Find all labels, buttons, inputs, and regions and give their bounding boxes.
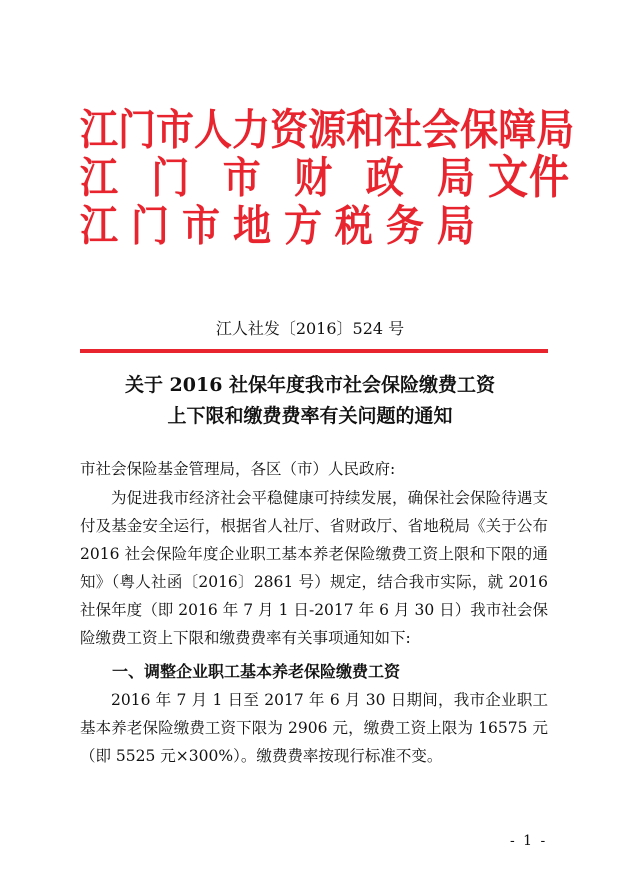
agency-char: 门 — [151, 153, 190, 203]
red-divider-line — [80, 349, 548, 353]
agency-char: 市 — [156, 105, 195, 155]
agency-char: 保 — [460, 105, 499, 155]
agency-char: 力 — [232, 105, 271, 155]
agency-char: 局 — [536, 105, 575, 155]
agency-char: 人 — [194, 105, 233, 155]
agency-char: 社 — [384, 105, 423, 155]
agency-line-finance — [80, 153, 475, 202]
agency-char: 门 — [130, 201, 169, 251]
notice-title-line-1: 关于 2016 社保年度我市社会保险缴费工资 — [124, 374, 496, 396]
agency-char: 江 — [80, 153, 119, 203]
agency-char: 市 — [222, 153, 261, 203]
agency-char: 障 — [498, 105, 537, 155]
agency-line-hrss — [80, 105, 575, 155]
agency-line-tax — [80, 201, 475, 250]
agency-char: 地 — [232, 201, 271, 251]
agency-char: 江 — [80, 105, 119, 155]
agency-char: 江 — [80, 201, 119, 251]
document-suffix: 文件 — [488, 151, 570, 205]
agency-char: 门 — [118, 105, 157, 155]
salutation: 市社会保险基金管理局，各区（市）人民政府: — [80, 460, 396, 478]
agency-char: 会 — [422, 105, 461, 155]
document-number: 江人社发〔2016〕524 号 — [215, 319, 405, 338]
agency-char: 市 — [181, 201, 220, 251]
section-heading-1: 一、调整企业职工基本养老保险缴费工资 — [112, 662, 401, 681]
agency-char: 税 — [334, 201, 373, 251]
agency-char: 和 — [346, 105, 385, 155]
agency-char: 局 — [436, 201, 475, 251]
agency-char: 方 — [283, 201, 322, 251]
agency-char: 局 — [436, 153, 475, 203]
body-paragraph-2 — [80, 686, 548, 770]
agency-char: 资 — [270, 105, 309, 155]
notice-title-line-2: 上下限和缴费费率有关问题的通知 — [167, 405, 453, 427]
paragraph-2-text: 2016 年 7 月 1 日至 2017 年 6 月 30 日期间，我市企业职工基本养老保险缴费工资下限为 2906 元，缴费工资上限为 16575 元（即 5525 元×300%）。缴费费率按现行标准不变。 — [80, 691, 548, 765]
paragraph-1-text: 为促进我市经济社会平稳健康可持续发展，确保社会保险待遇支付及基金安全运行，根据省人社厅、省财政厅、省地税局《关于公布 2016 社会保险年度企业职工基本养老保险缴费工资上限和下限的通知》（粤人社函〔2016〕2861 号）规定，结合我市实际，就 2016 社保年度（即 2016 年 7 月 1 日-2017 年 6 月 30 日）我市社会保险缴费工资上下限和缴费费率有关事项通知如下: — [80, 489, 548, 647]
agency-char: 务 — [385, 201, 424, 251]
body-paragraph-1 — [80, 484, 548, 652]
page-number: - 1 - — [510, 833, 548, 849]
agency-char: 源 — [308, 105, 347, 155]
agency-char: 财 — [294, 153, 333, 203]
agency-char: 政 — [365, 153, 404, 203]
issuing-agencies-header — [80, 105, 575, 251]
